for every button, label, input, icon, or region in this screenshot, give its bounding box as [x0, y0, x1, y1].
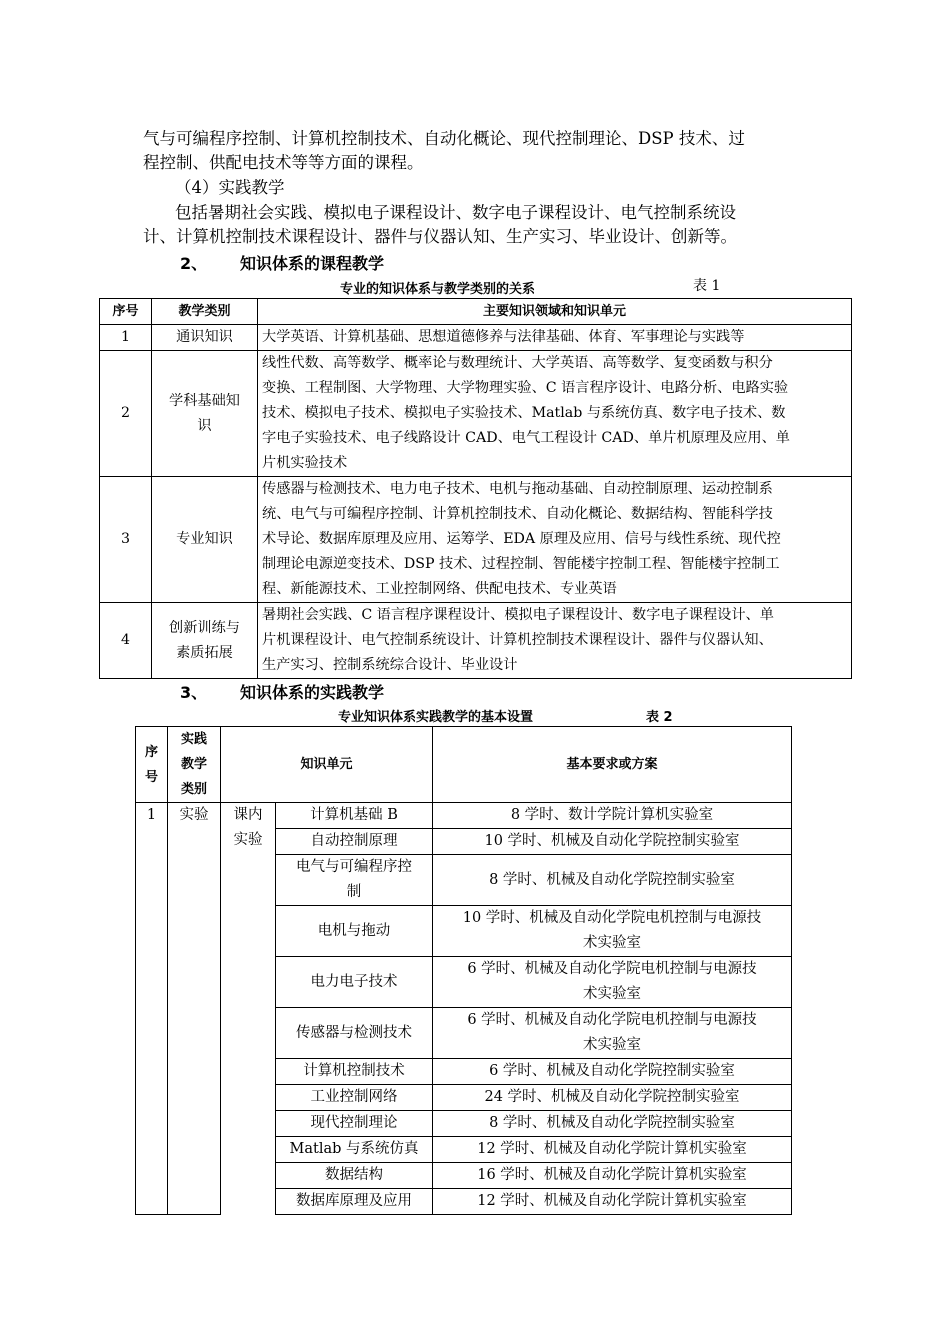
content-line: 术导论、数据库原理及应用、运筹学、EDA 原理及应用、信号与线性系统、现代控 — [262, 531, 781, 547]
knowledge-unit — [276, 1137, 433, 1163]
requirement — [433, 1163, 792, 1189]
content-line: 暑期社会实践、C 语言程序课程设计、模拟电子课程设计、数字电子课程设计、单 — [262, 607, 774, 623]
row-content — [258, 603, 852, 679]
table-caption: 专业知识体系实践教学的基本设置 — [338, 710, 534, 725]
row-number: 2 — [100, 351, 152, 477]
requirement — [433, 1008, 792, 1059]
paragraph-line: 计、计算机控制技术课程设计、器件与仪器认知、生产实习、毕业设计、创新等。 — [143, 227, 737, 246]
unit-line: 现代控制理论 — [310, 1115, 398, 1131]
content-line: 传感器与检测技术、电力电子技术、电机与拖动基础、自动控制原理、运动控制系 — [262, 481, 773, 497]
unit-line: 电机与拖动 — [317, 922, 391, 939]
req-line: 24 学时、机械及自动化学院控制实验室 — [484, 1089, 740, 1105]
req-line: 术实验室 — [583, 986, 642, 1002]
category-line: 素质拓展 — [176, 644, 233, 661]
knowledge-unit — [276, 855, 433, 906]
req-line: 术实验室 — [583, 935, 642, 951]
req-line: 术实验室 — [583, 1037, 642, 1053]
row-number: 1 — [136, 803, 168, 1215]
req-line: 16 学时、机械及自动化学院计算机实验室 — [477, 1167, 747, 1183]
knowledge-unit — [276, 1085, 433, 1111]
unit-line: 数据库原理及应用 — [296, 1193, 412, 1209]
row-category — [152, 603, 258, 679]
unit-line: 工业控制网络 — [310, 1089, 398, 1105]
unit-line: 传感器与检测技术 — [296, 1024, 412, 1041]
unit-line: Matlab 与系统仿真 — [289, 1141, 419, 1157]
subtype-line: 实验 — [233, 832, 263, 848]
requirement — [433, 1059, 792, 1085]
knowledge-unit — [276, 906, 433, 957]
unit-line: 电力电子技术 — [310, 973, 398, 990]
requirement — [433, 957, 792, 1008]
section-number: 3、 — [180, 683, 208, 702]
section-title: 知识体系的课程教学 — [240, 254, 385, 273]
row-subtype — [221, 803, 276, 1215]
req-line: 8 学时、数计学院计算机实验室 — [510, 807, 714, 823]
requirement — [433, 855, 792, 906]
req-line: 12 学时、机械及自动化学院计算机实验室 — [477, 1193, 747, 1209]
knowledge-unit — [276, 1059, 433, 1085]
header-cell: 序号 — [100, 299, 152, 325]
table-caption: 专业的知识体系与教学类别的关系 — [340, 282, 536, 297]
table-header-row — [100, 299, 852, 325]
row-category — [152, 351, 258, 477]
row-content — [258, 325, 852, 351]
practice-table — [135, 726, 792, 1215]
unit-line: 制 — [346, 884, 362, 900]
unit-line: 自动控制原理 — [310, 833, 398, 849]
row-number: 3 — [100, 477, 152, 603]
req-line: 12 学时、机械及自动化学院计算机实验室 — [477, 1141, 747, 1157]
row-number: 1 — [100, 325, 152, 351]
unit-line: 电气与可编程序控 — [296, 859, 412, 875]
req-line: 8 学时、机械及自动化学院控制实验室 — [489, 1115, 735, 1131]
table-label: 表 1 — [693, 278, 721, 294]
paragraph-line: 气与可编程序控制、计算机控制技术、自动化概论、现代控制理论、DSP 技术、过 — [143, 129, 745, 148]
content-line: 字电子实验技术、电子线路设计 CAD、电气工程设计 CAD、单片机原理及应用、单 — [262, 430, 790, 446]
req-line: 6 学时、机械及自动化学院电机控制与电源技 — [467, 961, 757, 977]
content-line: 变换、工程制图、大学物理、大学物理实验、C 语言程序设计、电路分析、电路实验 — [262, 380, 789, 396]
subtype-line: 课内 — [233, 807, 263, 823]
knowledge-table — [99, 298, 852, 679]
knowledge-unit — [276, 829, 433, 855]
table-row — [136, 803, 792, 829]
header-line: 类别 — [180, 782, 207, 797]
row-content — [258, 351, 852, 477]
content-line: 大学英语、计算机基础、思想道德修养与法律基础、体育、军事理论与实践等 — [262, 329, 745, 345]
subsection-title: （4）实践教学 — [175, 178, 285, 197]
content-line: 程、新能源技术、工业控制网络、供配电技术、专业英语 — [262, 581, 617, 597]
row-category: 通识知识 — [152, 325, 258, 351]
row-number: 4 — [100, 603, 152, 679]
header-line: 教学 — [180, 757, 207, 772]
table-row — [100, 603, 852, 679]
paragraph-line: 程控制、供配电技术等等方面的课程。 — [143, 153, 424, 172]
content-line: 片机课程设计、电气控制系统设计、计算机控制技术课程设计、器件与仪器认知、 — [262, 632, 773, 648]
table-row — [100, 477, 852, 603]
req-line: 8 学时、机械及自动化学院控制实验室 — [489, 871, 735, 888]
req-line: 6 学时、机械及自动化学院控制实验室 — [489, 1063, 735, 1079]
requirement — [433, 1085, 792, 1111]
header-cell — [136, 727, 168, 803]
content-line: 技术、模拟电子技术、模拟电子实验技术、Matlab 与系统仿真、数字电子技术、数 — [262, 405, 786, 421]
knowledge-unit — [276, 803, 433, 829]
category-line: 创新训练与 — [169, 619, 240, 636]
content-line: 生产实习、控制系统综合设计、毕业设计 — [262, 657, 518, 673]
header-line: 实践 — [180, 732, 207, 747]
requirement — [433, 1189, 792, 1215]
req-line: 10 学时、机械及自动化学院电机控制与电源技 — [462, 910, 762, 926]
table-row — [100, 325, 852, 351]
content-line: 线性代数、高等数学、概率论与数理统计、大学英语、高等数学、复变函数与积分 — [262, 355, 773, 371]
requirement — [433, 803, 792, 829]
table-row — [100, 351, 852, 477]
content-line: 片机实验技术 — [262, 455, 348, 471]
unit-line: 数据结构 — [325, 1167, 383, 1183]
category-line: 学科基础知 — [169, 392, 240, 409]
header-line: 号 — [144, 769, 158, 785]
knowledge-unit — [276, 1008, 433, 1059]
unit-line: 计算机基础 B — [310, 807, 398, 823]
row-type: 实验 — [168, 803, 221, 1215]
header-cell — [168, 727, 221, 803]
table-header-row — [136, 727, 792, 803]
unit-line: 计算机控制技术 — [303, 1063, 405, 1079]
header-cell: 基本要求或方案 — [433, 727, 792, 803]
req-line: 6 学时、机械及自动化学院电机控制与电源技 — [467, 1012, 757, 1028]
content-line: 统、电气与可编程序控制、计算机控制技术、自动化概论、数据结构、智能科学技 — [262, 506, 773, 522]
knowledge-unit — [276, 1163, 433, 1189]
row-category: 专业知识 — [152, 477, 258, 603]
section-number: 2、 — [180, 254, 208, 273]
requirement — [433, 829, 792, 855]
paragraph-line: 包括暑期社会实践、模拟电子课程设计、数字电子课程设计、电气控制系统设 — [175, 203, 736, 222]
section-title: 知识体系的实践教学 — [240, 683, 385, 702]
knowledge-unit — [276, 1111, 433, 1137]
row-content — [258, 477, 852, 603]
req-line: 10 学时、机械及自动化学院控制实验室 — [484, 833, 740, 849]
header-line: 序 — [144, 744, 158, 760]
requirement — [433, 906, 792, 957]
table-label: 表 2 — [646, 710, 673, 725]
header-cell: 教学类别 — [152, 299, 258, 325]
knowledge-unit — [276, 1189, 433, 1215]
header-cell: 知识单元 — [221, 727, 433, 803]
content-line: 制理论电源逆变技术、DSP 技术、过程控制、智能楼宇控制工程、智能楼宇控制工 — [262, 556, 780, 572]
header-cell: 主要知识领域和知识单元 — [258, 299, 852, 325]
requirement — [433, 1111, 792, 1137]
knowledge-unit — [276, 957, 433, 1008]
requirement — [433, 1137, 792, 1163]
category-line: 识 — [197, 417, 212, 434]
